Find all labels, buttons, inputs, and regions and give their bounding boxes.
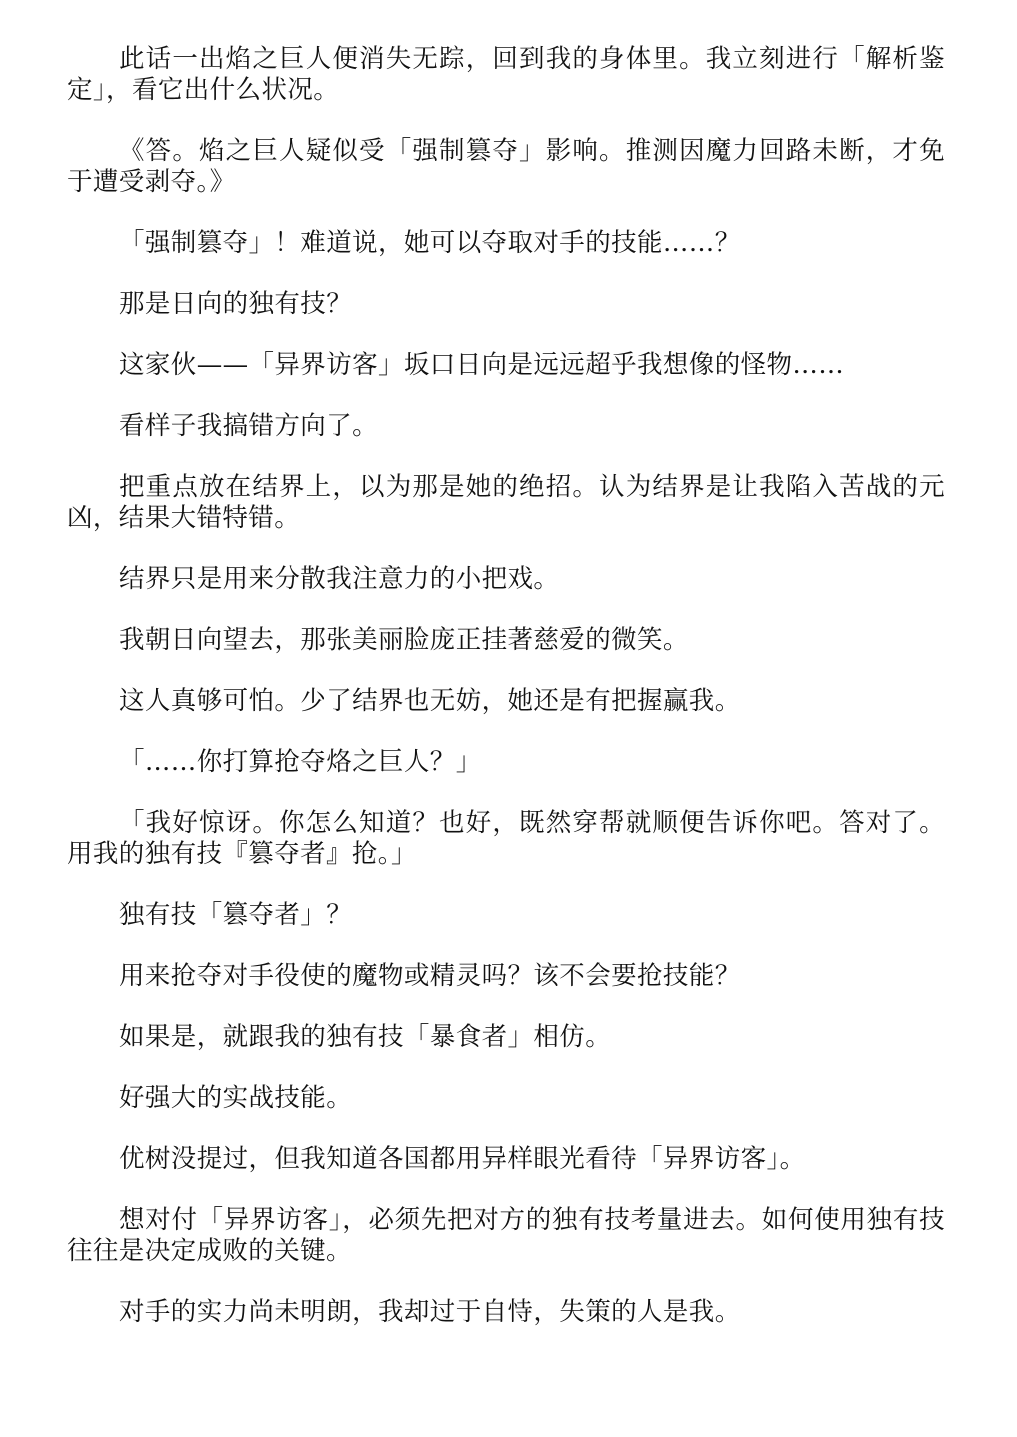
paragraph: 「……你打算抢夺烙之巨人？」 [119, 747, 482, 777]
paragraph: 这人真够可怕。少了结界也无妨，她还是有把握赢我。 [119, 686, 741, 716]
paragraph: 此话一出焰之巨人便消失无踪，回到我的身体里。我立刻进行「解析鉴定」，看它出什么状况。 [67, 44, 945, 105]
paragraph: 独有技「篡夺者」？ [119, 900, 353, 930]
paragraph: 好强大的实战技能。 [119, 1083, 353, 1113]
paragraph: 对手的实力尚未明朗，我却过于自恃，失策的人是我。 [119, 1297, 741, 1327]
paragraph: 用来抢夺对手役使的魔物或精灵吗？该不会要抢技能？ [119, 961, 741, 991]
paragraph: 这家伙——「异界访客」坂口日向是远远超乎我想像的怪物…… [119, 350, 845, 380]
paragraph: 结界只是用来分散我注意力的小把戏。 [119, 564, 560, 594]
paragraph: 我朝日向望去，那张美丽脸庞正挂著慈爱的微笑。 [119, 625, 689, 655]
document-page [67, 44, 945, 1358]
paragraph: 优树没提过，但我知道各国都用异样眼光看待「异界访客」。 [119, 1144, 806, 1174]
paragraph: 「我好惊讶。你怎么知道？也好，既然穿帮就顺便告诉你吧。答对了。用我的独有技『篡夺者』抢。」 [67, 808, 945, 869]
paragraph: 看样子我搞错方向了。 [119, 411, 379, 441]
paragraph: 《答。焰之巨人疑似受「强制篡夺」影响。推测因魔力回路未断，才免于遭受剥夺。》 [67, 136, 945, 197]
paragraph: 把重点放在结界上，以为那是她的绝招。认为结界是让我陷入苦战的元凶，结果大错特错。 [67, 472, 945, 533]
paragraph: 想对付「异界访客」，必须先把对方的独有技考量进去。如何使用独有技往往是决定成败的关键。 [67, 1205, 945, 1266]
paragraph: 如果是，就跟我的独有技「暴食者」相仿。 [119, 1022, 612, 1052]
paragraph: 「强制篡夺」！难道说，她可以夺取对手的技能……？ [119, 228, 741, 258]
paragraph: 那是日向的独有技？ [119, 289, 353, 319]
